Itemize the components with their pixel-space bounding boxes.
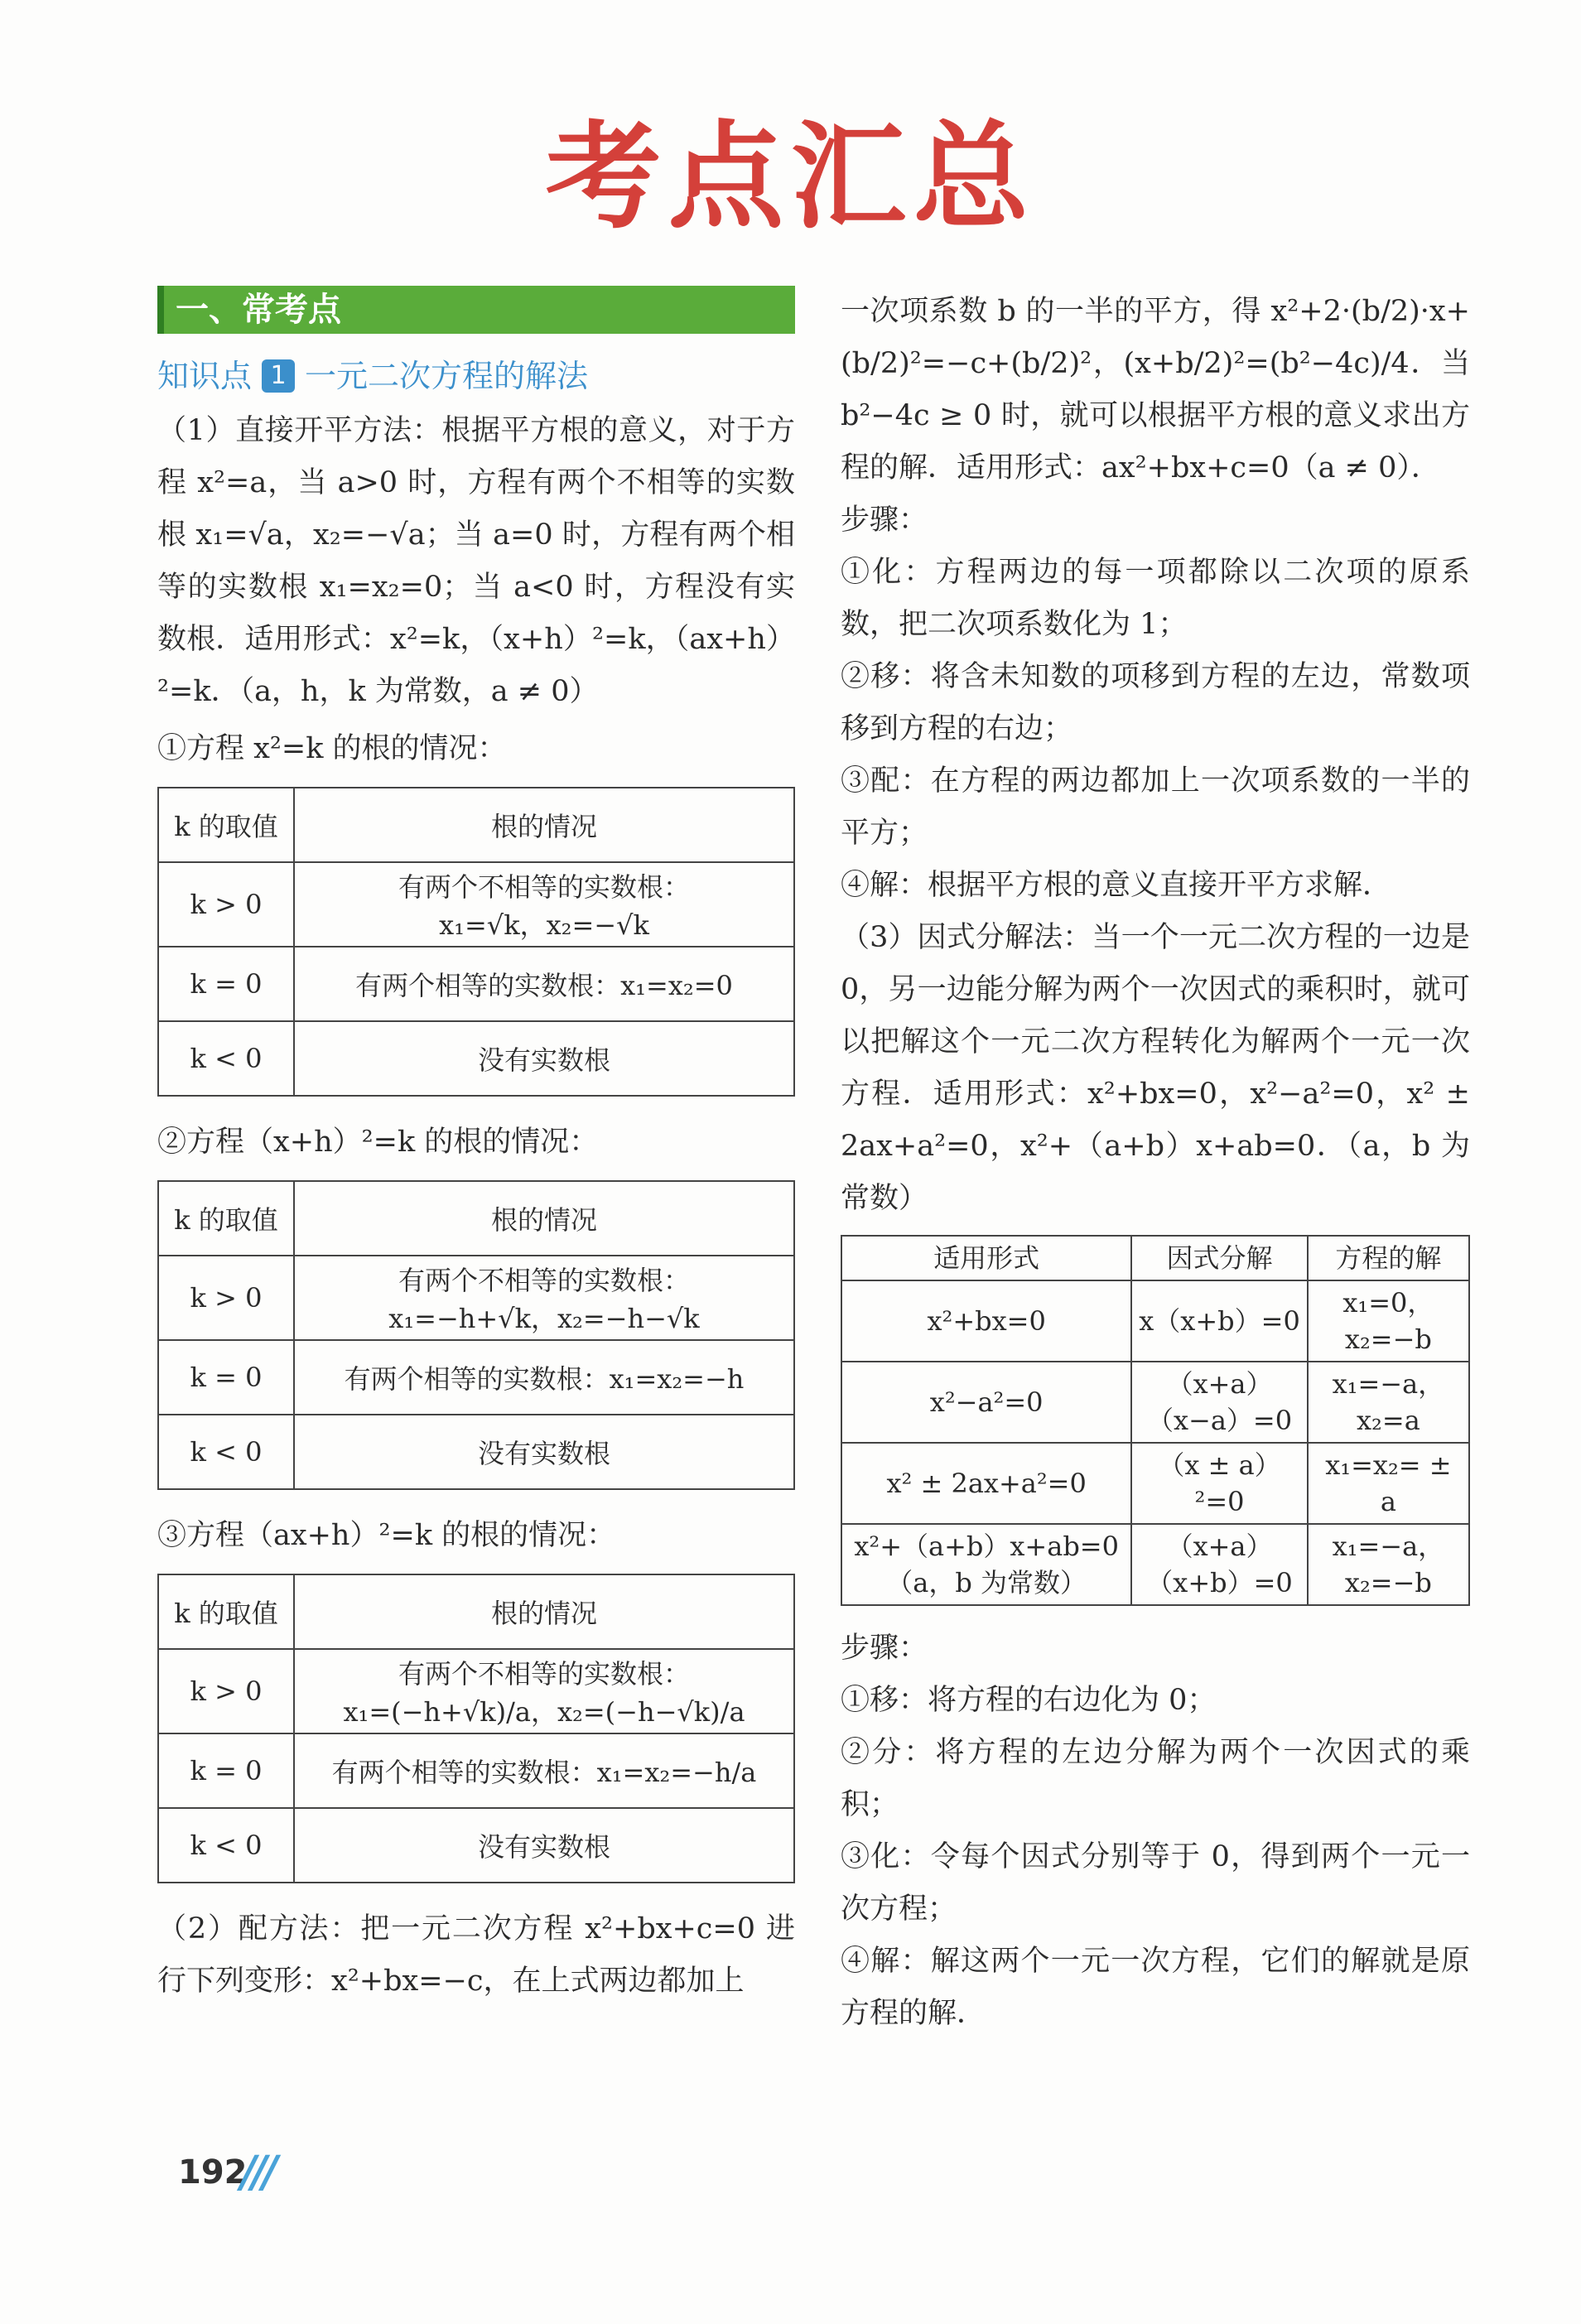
kp-number-badge: 1 xyxy=(262,359,295,393)
k-value-cell: k = 0 xyxy=(158,1340,294,1415)
page-title: 考点汇总 xyxy=(545,110,1036,245)
method-1-text: （1）直接开平方法：根据平方根的意义，对于方程 x²=a，当 a>0 时，方程有两个不相等的实数根 x₁=√a，x₂=−√a；当 a=0 时，方程有两个相等的实数根 x₁=x₂=0；当 a<0 时，方程没有实数根．适用形式：x²=k，（x+h）²=k，（ax+h）²=k．（a，h，k 为常数，a ≠ 0） xyxy=(157,414,795,708)
steps2-label: 步骤： xyxy=(841,1632,928,1665)
table-row xyxy=(158,1649,794,1733)
root-line-1: 没有实数根 xyxy=(477,1438,610,1469)
factor-cell: x² ± 2ax+a²=0 xyxy=(841,1443,1131,1524)
page-number-decoration: /// xyxy=(240,2147,272,2197)
table-header-row xyxy=(158,1574,794,1649)
table-header-row xyxy=(158,788,794,862)
left-column xyxy=(157,286,795,2008)
table-row xyxy=(158,1256,794,1340)
factor-table xyxy=(841,1235,1470,1606)
factor-cell: x（x+b）=0 xyxy=(1131,1280,1307,1362)
k-value-cell: k > 0 xyxy=(158,1256,294,1340)
root-cell xyxy=(294,1021,794,1096)
table3-caption: ③方程（ax+h）²=k 的根的情况： xyxy=(157,1519,616,1552)
factor-step-3: ③化：令每个因式分别等于 0，得到两个一元一次方程； xyxy=(841,1840,1470,1926)
root-line-2: x₁=√k，x₂=−√k xyxy=(439,909,649,941)
root-line-1: 有两个相等的实数根：x₁=x₂=−h/a xyxy=(331,1757,757,1788)
factor-cell: x₁=−a，x₂=−b xyxy=(1308,1524,1469,1605)
step-4: ④解：根据平方根的意义直接开平方求解． xyxy=(841,869,1392,902)
factor-cell: x₁=x₂= ± a xyxy=(1308,1443,1469,1524)
factor-header-row xyxy=(841,1236,1469,1280)
section-heading: 一、常考点 xyxy=(157,286,795,334)
roots-table-3 xyxy=(157,1574,795,1883)
root-line-1: 没有实数根 xyxy=(477,1831,610,1863)
header-k: k 的取值 xyxy=(158,788,294,862)
factor-row xyxy=(841,1280,1469,1362)
root-line-2: x₁=(−h+√k)/a，x₂=(−h−√k)/a xyxy=(343,1696,745,1728)
factor-header-cell: 因式分解 xyxy=(1131,1236,1307,1280)
root-cell xyxy=(294,947,794,1021)
factor-row xyxy=(841,1443,1469,1524)
k-value-cell: k < 0 xyxy=(158,1021,294,1096)
step-3: ③配：在方程的两边都加上一次项系数的一半的平方； xyxy=(841,764,1470,850)
factor-row xyxy=(841,1362,1469,1443)
table-row xyxy=(158,1021,794,1096)
root-cell xyxy=(294,862,794,947)
header-root: 根的情况 xyxy=(294,788,794,862)
roots-table-1 xyxy=(157,787,795,1097)
factor-step-4: ④解：解这两个一元一次方程，它们的解就是原方程的解． xyxy=(841,1945,1470,2030)
factor-cell: x²−a²=0 xyxy=(841,1362,1131,1443)
table-row xyxy=(158,1340,794,1415)
table-row xyxy=(158,1808,794,1883)
root-cell xyxy=(294,1649,794,1733)
factor-header-cell: 适用形式 xyxy=(841,1236,1131,1280)
factor-cell: （x+a）（x−a）=0 xyxy=(1131,1362,1307,1443)
root-line-1: 有两个不相等的实数根： xyxy=(398,1265,690,1296)
table-row xyxy=(158,862,794,947)
factor-cell: x²+（a+b）x+ab=0（a，b 为常数） xyxy=(841,1524,1131,1605)
method-2-text: （2）配方法：把一元二次方程 x²+bx+c=0 进行下列变形：x²+bx=−c，在上式两边都加上 xyxy=(157,1912,795,1998)
factor-step-2: ②分：将方程的左边分解为两个一次因式的乘积； xyxy=(841,1736,1470,1821)
root-line-2: x₁=−h+√k，x₂=−h−√k xyxy=(388,1303,700,1334)
method-2-continued: 一次项系数 b 的一半的平方，得 x²+2·(b/2)·x+(b/2)²=−c+(b/2)²，(x+b/2)²=(b²−4c)/4．当 b²−4c ≥ 0 时，就可以根据平方根的意义求出方程的解．适用形式：ax²+bx+c=0（a ≠ 0）． xyxy=(841,295,1470,485)
header-k: k 的取值 xyxy=(158,1574,294,1649)
k-value-cell: k < 0 xyxy=(158,1808,294,1883)
root-line-1: 有两个相等的实数根：x₁=x₂=0 xyxy=(355,970,733,1001)
right-column xyxy=(841,286,1470,2040)
factor-row xyxy=(841,1524,1469,1605)
header-root: 根的情况 xyxy=(294,1181,794,1256)
knowledge-point-heading xyxy=(157,347,795,405)
root-line-1: 有两个不相等的实数根： xyxy=(398,1658,690,1690)
method-3-text: （3）因式分解法：当一个一元二次方程的一边是 0，另一边能分解为两个一次因式的乘积时，就可以把解这个一元二次方程转化为解两个一元一次方程．适用形式：x²+bx=0，x²−a²=0，x² ± 2ax+a²=0，x²+（a+b）x+ab=0．（a，b 为常数） xyxy=(841,921,1470,1215)
header-k: k 的取值 xyxy=(158,1181,294,1256)
factor-cell: （x ± a）²=0 xyxy=(1131,1443,1307,1524)
kp-label: 知识点 xyxy=(157,358,253,394)
kp-title: 一元二次方程的解法 xyxy=(305,358,589,394)
root-cell xyxy=(294,1415,794,1489)
table-row xyxy=(158,1733,794,1808)
factor-header-cell: 方程的解 xyxy=(1308,1236,1469,1280)
steps-label: 步骤： xyxy=(841,504,928,537)
k-value-cell: k > 0 xyxy=(158,862,294,947)
root-line-1: 没有实数根 xyxy=(477,1044,610,1076)
table-header-row xyxy=(158,1181,794,1256)
factor-cell: （x+a）（x+b）=0 xyxy=(1131,1524,1307,1605)
page-number: 192 xyxy=(178,2153,248,2191)
factor-cell: x²+bx=0 xyxy=(841,1280,1131,1362)
table2-caption: ②方程（x+h）²=k 的根的情况： xyxy=(157,1126,599,1159)
table-row xyxy=(158,1415,794,1489)
step-2: ②移：将含未知数的项移到方程的左边，常数项移到方程的右边； xyxy=(841,660,1470,745)
step-1: ①化：方程两边的每一项都除以二次项的原系数，把二次项系数化为 1； xyxy=(841,556,1470,641)
root-line-1: 有两个不相等的实数根： xyxy=(398,871,690,903)
table-row xyxy=(158,947,794,1021)
root-line-1: 有两个相等的实数根：x₁=x₂=−h xyxy=(344,1363,745,1395)
roots-table-2 xyxy=(157,1180,795,1490)
factor-cell: x₁=−a，x₂=a xyxy=(1308,1362,1469,1443)
k-value-cell: k > 0 xyxy=(158,1649,294,1733)
k-value-cell: k < 0 xyxy=(158,1415,294,1489)
header-root: 根的情况 xyxy=(294,1574,794,1649)
root-cell xyxy=(294,1733,794,1808)
table1-caption: ①方程 x²=k 的根的情况： xyxy=(157,732,507,765)
root-cell xyxy=(294,1256,794,1340)
factor-step-1: ①移：将方程的右边化为 0； xyxy=(841,1684,1217,1717)
factor-cell: x₁=0，x₂=−b xyxy=(1308,1280,1469,1362)
root-cell xyxy=(294,1808,794,1883)
k-value-cell: k = 0 xyxy=(158,1733,294,1808)
k-value-cell: k = 0 xyxy=(158,947,294,1021)
root-cell xyxy=(294,1340,794,1415)
